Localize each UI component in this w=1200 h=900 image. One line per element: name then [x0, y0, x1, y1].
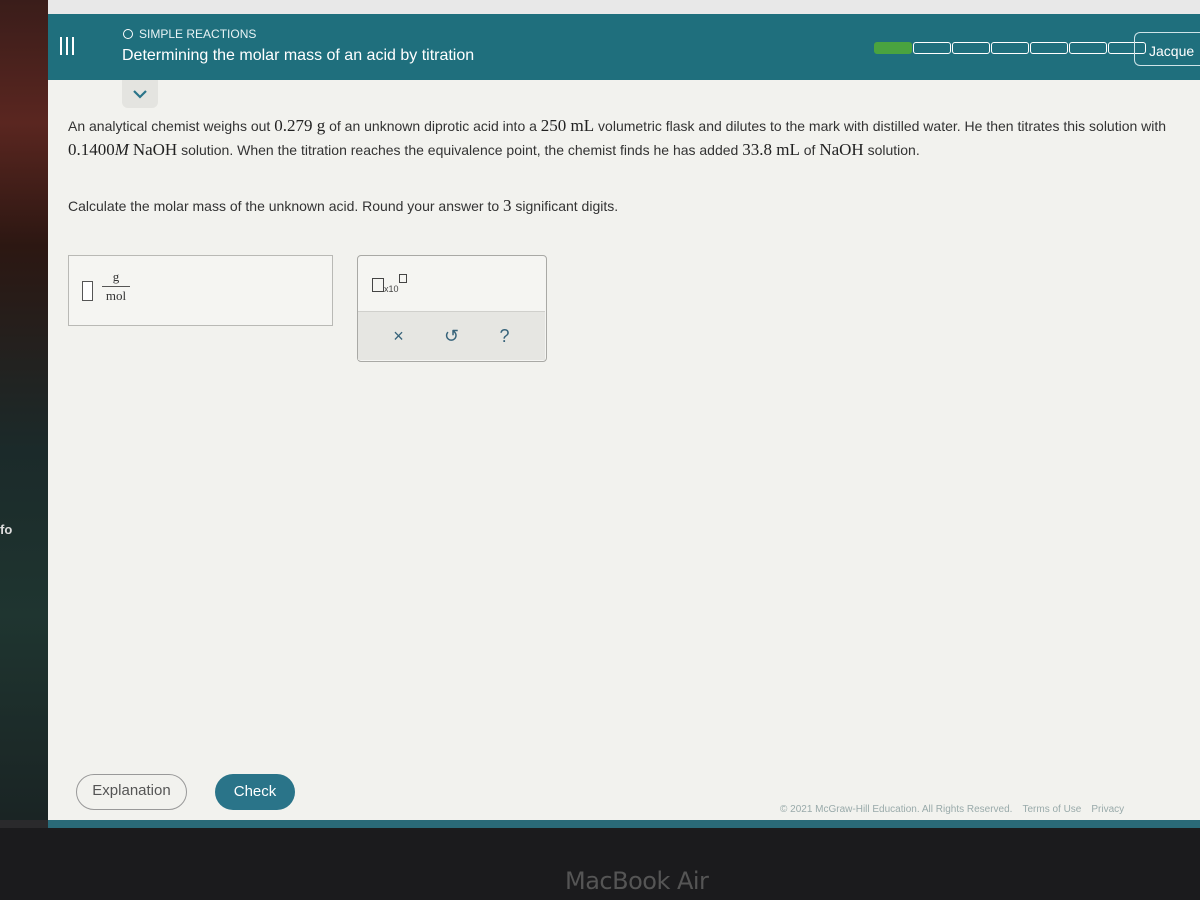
help-button[interactable]: ? — [499, 325, 510, 346]
question-part: of an unknown diprotic acid into a — [325, 118, 541, 134]
progress-segment — [1030, 42, 1068, 54]
progress-segment — [952, 42, 990, 54]
question-part: An analytical chemist weighs out — [68, 118, 275, 134]
terms-link[interactable]: Terms of Use — [1022, 804, 1082, 815]
mass-value: 0.279 g — [274, 116, 326, 135]
explanation-button[interactable]: Explanation — [76, 774, 187, 810]
browser-strip — [48, 0, 1200, 14]
privacy-link[interactable]: Privacy — [1091, 804, 1125, 815]
menu-icon[interactable] — [60, 36, 78, 56]
sig-figs: 3 — [503, 196, 512, 215]
instruction-part: Calculate the molar mass of the unknown acid. Round your answer to — [68, 198, 504, 214]
laptop-bezel — [0, 828, 1200, 900]
topic-circle-icon — [123, 29, 133, 39]
question-part: solution. When the titration reaches the equivalence point, the chemist finds he has added — [177, 142, 743, 158]
toolbox-actions — [358, 311, 545, 360]
page-title: Determining the molar mass of an acid by titration — [122, 47, 475, 64]
topic-label — [123, 27, 256, 41]
progress-bar — [874, 42, 1147, 54]
answer-slot[interactable] — [82, 281, 93, 301]
fraction-line — [102, 286, 130, 287]
main-panel — [48, 80, 1200, 820]
progress-segment — [1069, 42, 1107, 54]
topic-text: SIMPLE REACTIONS — [139, 27, 257, 41]
check-button[interactable]: Check — [215, 774, 295, 810]
unit-denominator: mol — [105, 288, 127, 303]
footer-links — [780, 804, 1124, 815]
exponent-box-icon — [399, 274, 407, 283]
naoh-formula: NaOH — [819, 140, 864, 159]
chevron-down-icon — [133, 90, 147, 99]
side-text: fo — [0, 522, 13, 537]
question-part: volumetric flask and dilutes to the mark with distilled water. He then titrates this solution with — [594, 118, 1167, 134]
x10-label: x10 — [384, 284, 399, 294]
progress-segment — [991, 42, 1029, 54]
device-label: MacBook Air — [565, 867, 709, 895]
concentration-unit: M — [114, 140, 129, 159]
header — [48, 14, 1200, 80]
question-text — [68, 114, 1188, 162]
volume-value: 250 mL — [540, 116, 595, 135]
collapse-button[interactable] — [122, 80, 158, 108]
unit-fraction — [102, 270, 130, 303]
clear-button[interactable]: × — [393, 325, 404, 346]
question-part: of — [799, 142, 820, 158]
background-edge — [0, 0, 48, 820]
concentration-value: 0.1400 — [68, 140, 115, 159]
added-volume: 33.8 mL — [742, 140, 800, 159]
progress-segment — [874, 42, 912, 54]
undo-button[interactable]: ↺ — [443, 325, 460, 346]
answer-input[interactable] — [68, 255, 333, 326]
instruction-text — [68, 196, 618, 216]
naoh-formula: NaOH — [132, 140, 178, 159]
copyright-text: © 2021 McGraw-Hill Education. All Rights Reserved. — [780, 804, 1013, 815]
unit-numerator: g — [112, 269, 120, 284]
question-part: solution. — [863, 142, 920, 158]
scientific-notation-button[interactable] — [372, 278, 407, 294]
math-toolbox — [357, 255, 547, 362]
mantissa-box-icon — [372, 278, 384, 292]
progress-segment — [913, 42, 951, 54]
footer-bar — [48, 820, 1200, 828]
user-button[interactable]: Jacque — [1134, 32, 1200, 66]
instruction-part: significant digits. — [511, 198, 619, 214]
